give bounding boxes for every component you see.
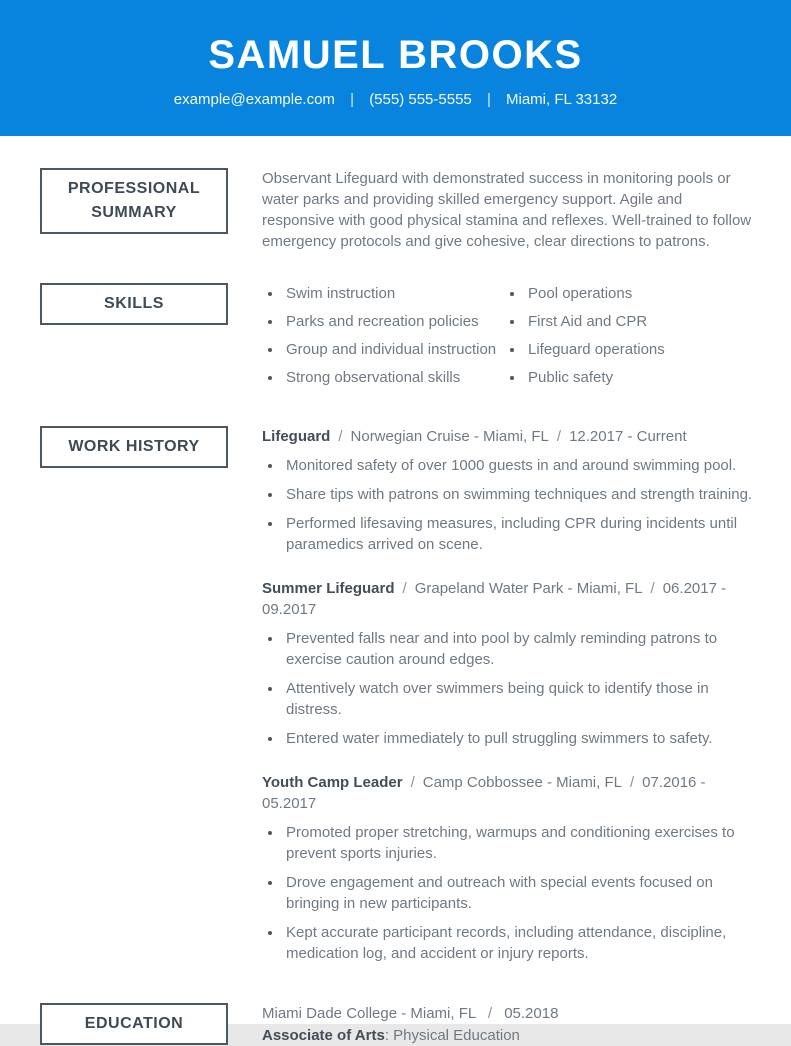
resume-body: [0, 136, 791, 1046]
skill-item: • Strong observational skills: [283, 367, 504, 388]
job-title: Summer Lifeguard: [262, 580, 395, 597]
skills-section: [40, 283, 755, 395]
job-title: Youth Camp Leader: [262, 774, 403, 791]
job-bullet-list: [262, 455, 755, 555]
job-bullet: • Monitored safety of over 1000 guests in and around swimming pool.: [283, 455, 755, 476]
work-history-body-column: [262, 426, 755, 972]
contact-line: [174, 89, 617, 110]
education-school: Miami Dade College - Miami, FL: [262, 1005, 476, 1022]
education-school-line: [262, 1003, 755, 1024]
education-separator: /: [487, 1005, 493, 1022]
job-bullet: • Promoted proper stretching, warmups and conditioning exercises to prevent sports injuries.: [283, 822, 755, 864]
education-degree: Associate of Arts: [262, 1027, 385, 1044]
job-company: Camp Cobbossee - Miami, FL: [422, 774, 622, 791]
skills-list-right: [504, 283, 665, 395]
work-history-section-label: WORK HISTORY: [68, 438, 200, 455]
skill-item: • Pool operations: [525, 283, 665, 304]
summary-section-label: PROFESSIONAL SUMMARY: [67, 180, 201, 221]
summary-label-column: [40, 168, 228, 234]
job-bullet: • Performed lifesaving measures, including CPR during incidents until paramedics arrived on scene.: [283, 513, 755, 555]
job-bullet: • Entered water immediately to pull struggling swimmers to safety.: [283, 728, 755, 749]
job-bullet: • Share tips with patrons on swimming techniques and strength training.: [283, 484, 755, 505]
skill-item: • Group and individual instruction: [283, 339, 504, 360]
job-bullet: • Prevented falls near and into pool by calmly reminding patrons to exercise caution around edges.: [283, 628, 755, 670]
education-field: : Physical Education: [384, 1027, 520, 1044]
job-company: Grapeland Water Park - Miami, FL: [414, 580, 643, 597]
education-label-column: [40, 1003, 228, 1045]
education-section-label: EDUCATION: [84, 1015, 184, 1032]
job-dates: 07.2016 - 05.2017: [262, 774, 706, 812]
skills-section-label: SKILLS: [104, 295, 164, 312]
job-heading: [262, 426, 755, 447]
job-bullet: • Kept accurate participant records, including attendance, discipline, medication log, and accident or injury reports.: [283, 922, 755, 964]
job-dates: 06.2017 - 09.2017: [262, 580, 727, 618]
education-section: [40, 1003, 755, 1046]
skills-list-left: [262, 283, 504, 395]
job-bullet-list: [262, 628, 755, 749]
contact-separator: |: [486, 90, 491, 108]
job-separator: /: [556, 428, 562, 445]
skill-item: • First Aid and CPR: [525, 311, 665, 332]
contact-location: Miami, FL 33132: [506, 90, 618, 108]
summary-section-label-box: [40, 168, 228, 234]
work-history-section-label-box: [40, 426, 228, 468]
job-bullet-list: [262, 822, 755, 964]
summary-text: Observant Lifeguard with demonstrated success in monitoring pools or water parks and providing skilled emergency support. Agile and responsive with good physical stamina and reflexes. Well-trained to follow emergency protocols and give cohesive, clear directions to patrons.: [262, 170, 752, 250]
job-bullet: • Drove engagement and outreach with special events focused on bringing in new participants.: [283, 872, 755, 914]
skill-item: • Lifeguard operations: [525, 339, 665, 360]
contact-phone: (555) 555-5555: [369, 90, 472, 108]
job-heading: [262, 578, 755, 620]
job-separator: /: [402, 580, 407, 597]
job-separator: /: [338, 428, 343, 445]
job-separator: /: [629, 774, 635, 791]
education-degree-line: [262, 1025, 755, 1046]
job-separator: /: [650, 580, 655, 597]
summary-body-column: [262, 168, 755, 252]
skill-item: • Public safety: [525, 367, 665, 388]
education-body-column: [262, 1003, 755, 1046]
job-separator: /: [410, 774, 415, 791]
job-title: Lifeguard: [262, 428, 331, 445]
work-history-section: [40, 426, 755, 972]
education-section-label-box: [40, 1003, 228, 1045]
contact-separator: |: [350, 90, 355, 108]
skills-section-label-box: [40, 283, 228, 325]
candidate-name: SAMUEL BROOKS: [208, 32, 583, 77]
summary-section: [40, 168, 755, 252]
contact-email: example@example.com: [173, 90, 335, 108]
header: [0, 0, 791, 136]
work-history-label-column: [40, 426, 228, 468]
job-entry: [262, 578, 755, 749]
skills-label-column: [40, 283, 228, 325]
skills-body-column: [262, 283, 755, 395]
job-entry: [262, 772, 755, 964]
job-heading: [262, 772, 755, 814]
job-entry: [262, 426, 755, 555]
job-bullet: • Attentively watch over swimmers being quick to identify those in distress.: [283, 678, 755, 720]
skill-item: • Swim instruction: [283, 283, 504, 304]
education-date: 05.2018: [504, 1005, 559, 1022]
job-dates: 12.2017 - Current: [569, 428, 687, 445]
skill-item: • Parks and recreation policies: [283, 311, 504, 332]
job-company: Norwegian Cruise - Miami, FL: [350, 428, 549, 445]
skills-columns: [262, 283, 755, 395]
